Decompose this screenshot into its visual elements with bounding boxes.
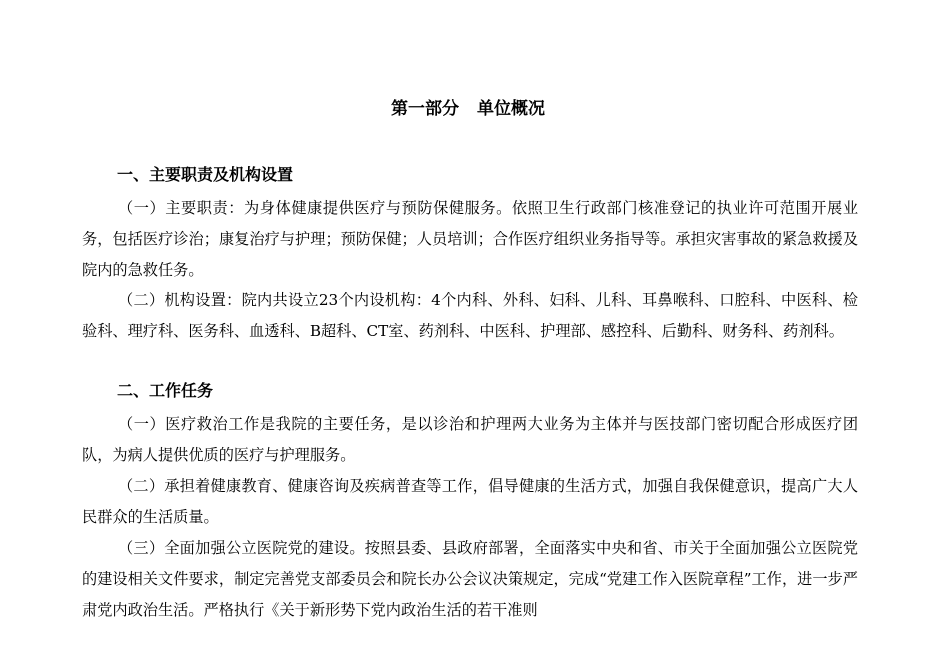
paragraph-task-1: （一）医疗救治工作是我院的主要任务，是以诊治和护理两大业务为主体并与医技部门密切配合形成医疗团队，为病人提供优质的医疗与护理服务。 [82,415,858,464]
title-unit: 单位概况 [477,99,545,119]
section-heading-1: 一、主要职责及机构设置 [117,165,294,184]
page-title [0,97,936,121]
paragraph-task-3: （三）全面加强公立医院党的建设。按照县委、县政府部署，全面落实中央和省、市关于全面加强公立医院党的建设相关文件要求，制定完善党支部委员会和院长办公会议决策规定，完成“党建工作入医院章程”工作，进一步严肃党内政治生活。严格执行《关于新形势下党内政治生活的若干准则 [82,539,858,619]
section-heading-2: 二、工作任务 [117,381,214,400]
paragraph-organization: （二）机构设置：院内共设立23个内设机构：4个内科、外科、妇科、儿科、耳鼻喉科、口腔科、中医科、检验科、理疗科、医务科、血透科、B超科、CT室、药剂科、中医科、护理部、感控科、后勤科、财务科、药剂科。 [82,291,858,340]
paragraph-duties: （一）主要职责：为身体健康提供医疗与预防保健服务。依照卫生行政部门核准登记的执业许可范围开展业务，包括医疗诊治；康复治疗与护理；预防保健；人员培训；合作医疗组织业务指导等。承担灾害事故的紧急救援及院内的急救任务。 [82,199,858,279]
paragraph-task-2: （二）承担着健康教育、健康咨询及疾病普查等工作，倡导健康的生活方式，加强自我保健意识，提高广大人民群众的生活质量。 [82,477,858,526]
title-part: 第一部分 [391,99,459,119]
